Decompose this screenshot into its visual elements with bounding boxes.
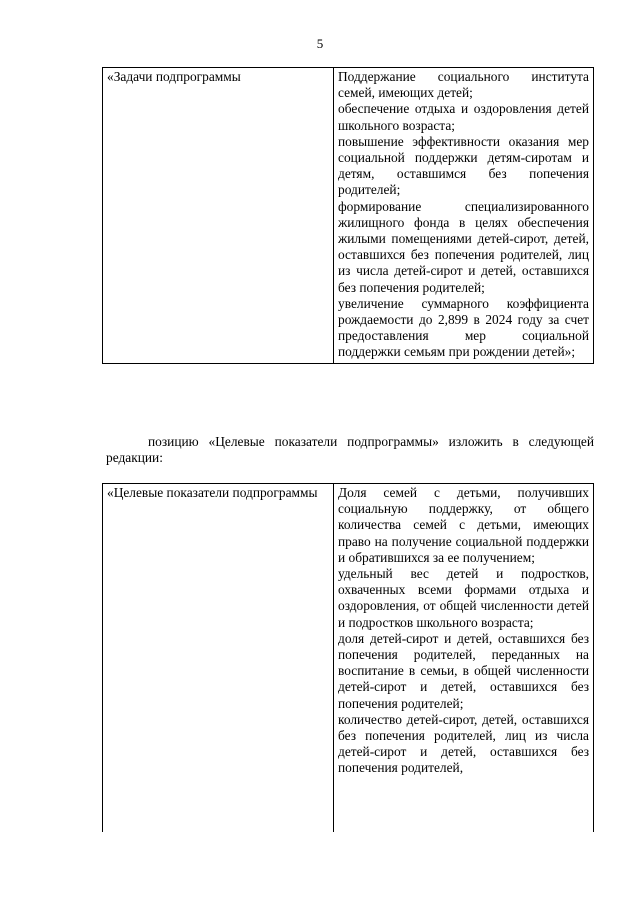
targets-label-cell <box>103 484 334 833</box>
targets-content-cell <box>334 484 594 833</box>
tasks-item: повышение эффективности оказания мер социальной поддержки детям-сиротам и детям, оставшимся без попечения родителей; <box>338 133 589 198</box>
page-number: 5 <box>316 36 324 51</box>
table-row <box>103 68 594 364</box>
tasks-content-cell <box>334 68 594 364</box>
instruction-paragraph: позицию «Целевые показатели подпрограммы» изложить в следующей редакции: <box>106 434 594 466</box>
targets-label: «Целевые показатели подпрограммы <box>107 485 318 500</box>
targets-item: количество детей-сирот, детей, оставшихся без попечения родителей, лиц из числа детей-сирот и детей, оставшихся без попечения родителей, <box>338 711 589 776</box>
tasks-item: формирование специализированного жилищного фонда в целях обеспечения жилыми помещениями детей-сирот, детей, оставшихся без попечения родителей, лиц из числа детей-сирот и детей, оставшихся без попечения родителей; <box>338 198 589 295</box>
tasks-item: Поддержание социального института семей, имеющих детей; <box>338 69 589 101</box>
tasks-item: увеличение суммарного коэффициента рождаемости до 2,899 в 2024 году за счет предоставления мер социальной поддержки семьям при рождении детей»; <box>338 295 589 360</box>
tasks-table <box>102 67 594 364</box>
table-row <box>103 484 594 833</box>
tasks-label: «Задачи подпрограммы <box>107 69 241 84</box>
targets-table <box>102 483 594 832</box>
tasks-label-cell <box>103 68 334 364</box>
targets-item: Доля семей с детьми, получивших социальную поддержку, от общего количества семей с детьми, имеющих право на получение социальной поддержки и обратившихся за ее получением; <box>338 485 589 565</box>
targets-item: доля детей-сирот и детей, оставшихся без попечения родителей, переданных на воспитание в семьи, в общей численности детей-сирот и детей, оставшихся без попечения родителей; <box>338 630 589 711</box>
targets-item: удельный вес детей и подростков, охваченных всеми формами отдыха и оздоровления, от общей численности детей и подростков школьного возраста; <box>338 566 589 630</box>
tasks-item: обеспечение отдыха и оздоровления детей школьного возраста; <box>338 101 589 133</box>
